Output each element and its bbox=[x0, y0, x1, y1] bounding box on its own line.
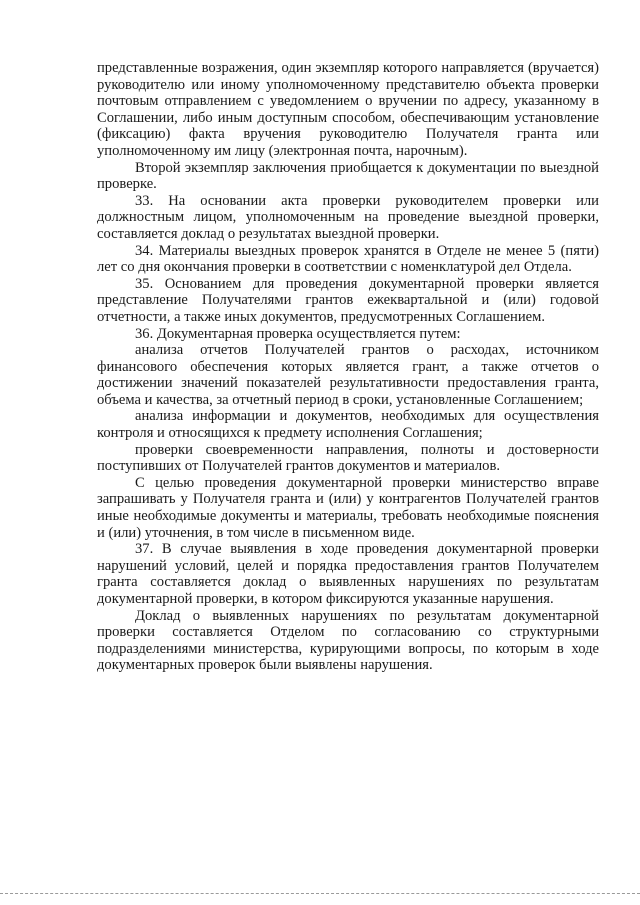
paragraph-33: 33. На основании акта проверки руководителем проверки или должностным лицом, уполномоченным на проведение выездной проверки, составляется доклад о результатах выездной проверки. bbox=[97, 192, 599, 242]
paragraph-second-copy: Второй экземпляр заключения приобщается к документации по выездной проверке. bbox=[97, 159, 599, 193]
scan-bottom-edge bbox=[0, 893, 640, 894]
paragraph-36: 36. Документарная проверка осуществляется путем: bbox=[135, 325, 461, 342]
list-item-analysis-info: анализа информации и документов, необходимых для осуществления контроля и относящихся к предмету исполнения Соглашения; bbox=[97, 408, 599, 442]
paragraph-ministry-rights: С целью проведения документарной проверки министерство вправе запрашивать у Получателя гранта и (или) у контрагентов Получателей грантов иные необходимые документы и материалы, требовать необходимые пояснения и (или) уточнения, в том числе в письменном виде. bbox=[97, 474, 599, 541]
list-item-analysis-reports: анализа отчетов Получателей грантов о расходах, источником финансового обеспечения которых является грант, а также отчетов о достижении значений показателей результативности предоставления гранта, объема и качества, за отчетный период в сроки, установленные Соглашением; bbox=[97, 342, 599, 408]
list-item-timeliness-check: проверки своевременности направления, полноты и достоверности поступивших от Получателей грантов документов и материалов. bbox=[97, 441, 599, 475]
paragraph-violations-report: Доклад о выявленных нарушениях по результатам документарной проверки составляется Отделом по согласованию со структурными подразделениями министерства, курирующими вопросы, по которым в ходе документарных проверок были выявлены нарушения. bbox=[97, 607, 599, 674]
paragraph-continuation: представленные возражения, один экземпляр которого направляется (вручается) руководителю или иному уполномоченному представителю объекта проверки почтовым отправлением с уведомлением о вручении по адресу, указанному в Соглашении, либо иным доступным способом, обеспечивающим установление (фиксацию) факта вручения руководителю Получателя гранта или уполномоченному им лицу (электронная почта, нарочным). bbox=[97, 60, 599, 159]
paragraph-35: 35. Основанием для проведения документарной проверки является представление Получателями грантов ежеквартальной и (или) годовой отчетности, а также иных документов, предусмотренных Соглашением. bbox=[97, 275, 599, 325]
paragraph-34: 34. Материалы выездных проверок хранятся в Отделе не менее 5 (пяти) лет со дня окончания проверки в соответствии с номенклатурой дел Отдела. bbox=[97, 242, 599, 276]
paragraph-37: 37. В случае выявления в ходе проведения документарной проверки нарушений условий, целей и порядка предоставления грантов Получателем гранта составляется доклад о выявленных нарушениях по результатам документарной проверки, в котором фиксируются указанные нарушения. bbox=[97, 541, 599, 607]
document-body bbox=[97, 60, 599, 674]
